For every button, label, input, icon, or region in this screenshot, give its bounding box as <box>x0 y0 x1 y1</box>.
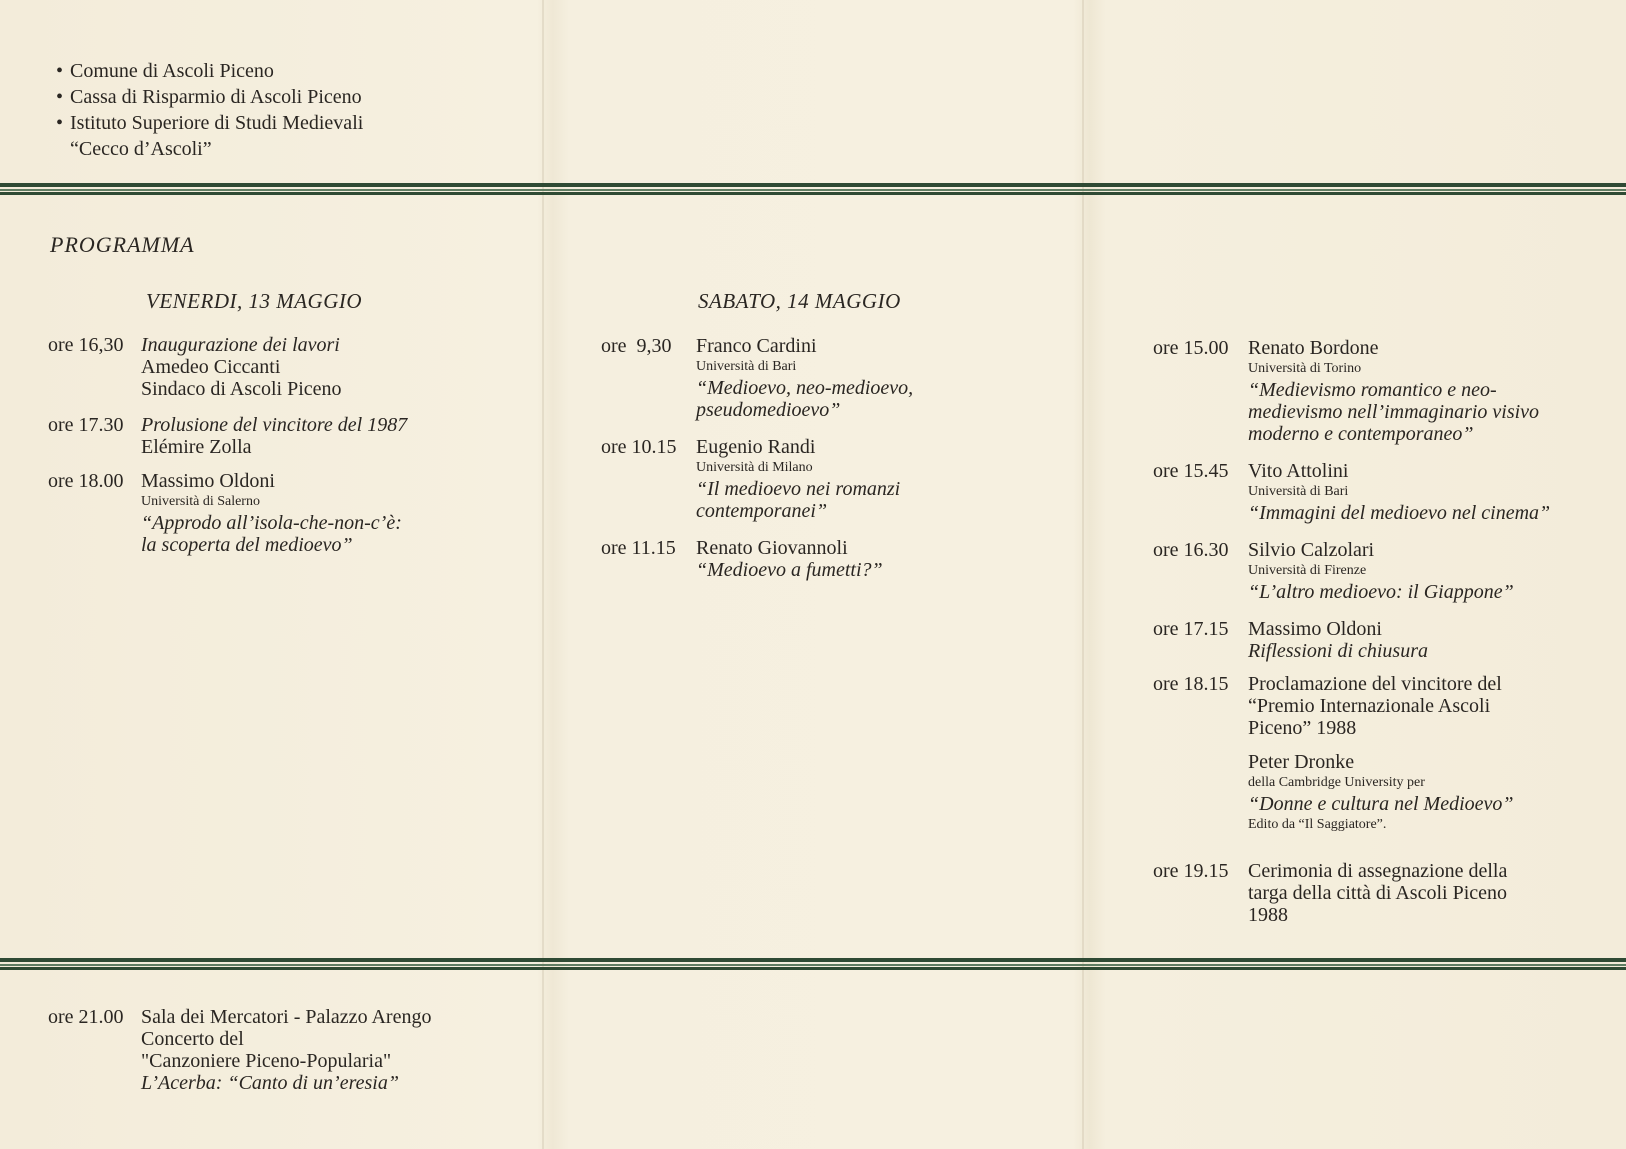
publisher-note: Edito da “Il Saggiatore”. <box>1248 817 1387 832</box>
sponsor-item: • Istituto Superiore di Studi Medievali <box>56 112 364 134</box>
talk-title: “Medievismo romantico e neo- <box>1248 379 1497 401</box>
speaker-name: Massimo Oldoni <box>1248 618 1382 640</box>
talk-title: pseudomedioevo” <box>696 399 841 421</box>
bullet-icon: • <box>56 112 64 134</box>
speaker-affiliation: Università di Bari <box>696 359 797 374</box>
speaker-affiliation: della Cambridge University per <box>1248 775 1425 790</box>
talk-title: la scoperta del medioevo” <box>141 534 353 556</box>
speaker-name: Amedeo Ciccanti <box>141 356 281 378</box>
sponsor-item: • Cassa di Risparmio di Ascoli Piceno <box>56 86 362 108</box>
speaker-affiliation: Università di Firenze <box>1248 563 1367 578</box>
friday-heading: VENERDI, 13 MAGGIO <box>146 289 363 313</box>
talk-title: medievismo nell’immaginario visivo <box>1248 401 1540 423</box>
sponsor-item: • Comune di Ascoli Piceno <box>56 60 274 82</box>
venue: Sala dei Mercatori - Palazzo Arengo <box>141 1006 432 1028</box>
speaker-affiliation: Università di Milano <box>696 460 813 475</box>
entry-time: ore 21.00 <box>48 1006 124 1028</box>
book-title: “Donne e cultura nel Medioevo” <box>1248 793 1514 815</box>
speaker-name: Peter Dronke <box>1248 751 1355 773</box>
entry-time: ore 16,30 <box>48 334 124 356</box>
entry-time: ore 11.15 <box>601 537 676 559</box>
entry-time: ore 18.15 <box>1153 673 1229 695</box>
talk-title: “Medioevo a fumetti?” <box>696 559 883 581</box>
speaker-name: Elémire Zolla <box>141 436 252 458</box>
speaker-affiliation: Università di Bari <box>1248 484 1349 499</box>
fold-line <box>542 0 544 1149</box>
entry-time: ore 17.15 <box>1153 618 1229 640</box>
speaker-name: Franco Cardini <box>696 335 817 357</box>
speaker-affiliation: Università di Salerno <box>141 494 260 509</box>
entry-title: Cerimonia di assegnazione della <box>1248 860 1508 882</box>
entry-time: ore 17.30 <box>48 414 124 436</box>
speaker-affiliation: Università di Torino <box>1248 361 1362 376</box>
entry-title: Proclamazione del vincitore del <box>1248 673 1502 695</box>
performance-title: L’Acerba: “Canto di un’eresia” <box>141 1072 399 1094</box>
speaker-role: Sindaco di Ascoli Piceno <box>141 378 342 400</box>
entry-time: ore 16.30 <box>1153 539 1229 561</box>
entry-title: targa della città di Ascoli Piceno <box>1248 882 1508 904</box>
speaker-name: Renato Giovannoli <box>696 537 848 559</box>
speaker-name: Vito Attolini <box>1248 460 1349 482</box>
sponsor-item-continuation: “Cecco d’Ascoli” <box>70 138 212 160</box>
speaker-name: Silvio Calzolari <box>1248 539 1375 561</box>
talk-title: “Medioevo, neo-medioevo, <box>696 377 914 399</box>
entry-title: Piceno” 1988 <box>1248 717 1357 739</box>
speaker-name: Massimo Oldoni <box>141 470 275 492</box>
entry-time: ore 10.15 <box>601 436 677 458</box>
fold-line <box>1082 0 1084 1149</box>
entry-time: ore 15.45 <box>1153 460 1229 482</box>
talk-title: “Immagini del medioevo nel cinema” <box>1248 502 1551 524</box>
top-divider <box>0 183 1626 195</box>
entry-time: ore 18.00 <box>48 470 124 492</box>
speaker-name: Renato Bordone <box>1248 337 1379 359</box>
entry-title: Inaugurazione dei lavori <box>141 334 340 356</box>
talk-title: Riflessioni di chiusura <box>1248 640 1428 662</box>
talk-title: “Il medioevo nei romanzi <box>696 478 901 500</box>
bottom-divider <box>0 958 1626 970</box>
programma-title: PROGRAMMA <box>50 232 195 257</box>
talk-title: “Approdo all’isola-che-non-c’è: <box>141 512 402 534</box>
entry-title: 1988 <box>1248 904 1288 926</box>
speaker-name: Eugenio Randi <box>696 436 816 458</box>
entry-time: ore 15.00 <box>1153 337 1229 359</box>
bullet-icon: • <box>56 60 64 82</box>
talk-title: moderno e contemporaneo” <box>1248 423 1474 445</box>
entry-title: Prolusione del vincitore del 1987 <box>141 414 408 436</box>
performer: "Canzoniere Piceno-Popularia" <box>141 1050 392 1072</box>
entry-time: ore 19.15 <box>1153 860 1229 882</box>
talk-title: “L’altro medioevo: il Giappone” <box>1248 581 1514 603</box>
talk-title: contemporanei” <box>696 500 828 522</box>
saturday-heading: SABATO, 14 MAGGIO <box>698 289 901 313</box>
sponsor-list <box>56 58 363 162</box>
entry-title: “Premio Internazionale Ascoli <box>1248 695 1491 717</box>
entry-time: ore 9,30 <box>601 335 672 357</box>
bullet-icon: • <box>56 86 64 108</box>
event-title: Concerto del <box>141 1028 244 1050</box>
